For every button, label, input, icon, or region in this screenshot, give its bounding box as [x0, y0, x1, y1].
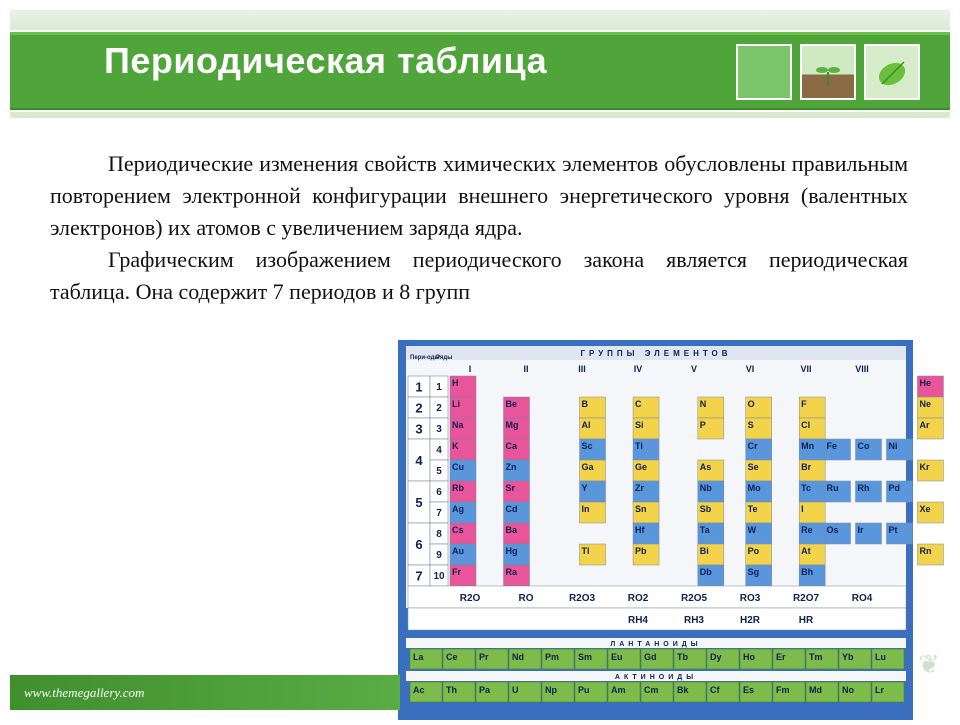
element-symbol-Au: Au: [452, 546, 464, 556]
paragraph-1: Периодические изменения свойств химических элементов обусловлены правильным повторением электронной конфигурации внешнего энергетического уровня (валентных электронов) их атомов с увеличением заряда ядра.: [50, 151, 908, 240]
lanthanide-symbol-Tb: Tb: [677, 652, 688, 662]
element-symbol-Ge: Ge: [635, 462, 648, 472]
element-symbol-Na: Na: [452, 420, 464, 430]
actinide-symbol-Cf: Cf: [710, 685, 720, 695]
lanthanide-symbol-Er: Er: [776, 652, 786, 662]
row-number-9: 9: [436, 550, 442, 561]
element-symbol-Mg: Mg: [505, 420, 519, 430]
actinide-symbol-Bk: Bk: [677, 685, 689, 695]
group-header-7: VII: [800, 364, 812, 374]
lanthanide-symbol-Lu: Lu: [875, 652, 886, 662]
element-symbol-Ga: Ga: [581, 462, 594, 472]
element-symbol-Tl: Tl: [581, 546, 590, 556]
element-symbol-Fr: Fr: [452, 567, 461, 577]
element-symbol-Sg: Sg: [747, 567, 760, 577]
header-underline: [10, 112, 950, 118]
element-symbol-Pt: Pt: [888, 525, 898, 535]
lanthanide-symbol-Ho: Ho: [743, 652, 755, 662]
element-symbol-Cs: Cs: [452, 525, 464, 535]
element-symbol-Sn: Sn: [635, 504, 647, 514]
row-number-10: 10: [433, 571, 445, 582]
header-thumbnail-leaf-image: [864, 44, 920, 100]
element-symbol-Nb: Nb: [699, 483, 712, 493]
period-number-4: 4: [415, 453, 423, 468]
element-symbol-Po: Po: [747, 546, 760, 556]
element-symbol-Rh: Rh: [857, 483, 870, 493]
decorative-plant-icon: ❦: [918, 650, 940, 679]
row-number-7: 7: [436, 508, 442, 519]
element-symbol-F: F: [801, 399, 807, 409]
element-symbol-Ar: Ar: [919, 420, 930, 430]
oxides-row: [408, 586, 906, 608]
element-symbol-Sb: Sb: [699, 504, 712, 514]
row-number-5: 5: [436, 466, 442, 477]
element-symbol-Hg: Hg: [505, 546, 518, 556]
element-symbol-Kr: Kr: [919, 462, 930, 472]
element-symbol-As: As: [699, 462, 712, 472]
period-number-7: 7: [415, 568, 423, 584]
row-number-3: 3: [436, 424, 442, 435]
element-symbol-Hf: Hf: [635, 525, 645, 535]
element-symbol-Sc: Sc: [581, 441, 593, 451]
group-header-4: IV: [633, 364, 643, 374]
element-symbol-Cu: Cu: [452, 462, 464, 472]
period-number-2: 2: [415, 400, 423, 416]
actinide-symbol-Pu: Pu: [578, 685, 590, 695]
actinide-symbol-Am: Am: [611, 685, 626, 695]
element-symbol-Y: Y: [581, 483, 588, 493]
period-column-header: Пери-оды: [410, 355, 440, 361]
element-symbol-Bi: Bi: [699, 546, 709, 556]
footer-website: www.themegallery.com: [24, 685, 145, 700]
element-symbol-Ra: Ra: [505, 567, 518, 577]
actinide-symbol-Md: Md: [809, 685, 822, 695]
oxide-formula-6: RO3: [739, 593, 761, 604]
groups-header-label: ГРУППЫ ЭЛЕМЕНТОВ: [580, 349, 732, 358]
element-symbol-Li: Li: [452, 399, 460, 409]
row-number-6: 6: [436, 487, 442, 498]
group-header-5: V: [690, 364, 698, 374]
element-symbol-At: At: [801, 546, 811, 556]
header-thumbnail-sprout-image: [800, 44, 856, 100]
element-symbol-Fe: Fe: [826, 441, 838, 451]
element-symbol-Sr: Sr: [505, 483, 516, 493]
lanthanide-symbol-Yb: Yb: [842, 652, 854, 662]
element-symbol-Ir: Ir: [857, 525, 864, 535]
element-symbol-Os: Os: [826, 525, 839, 535]
row-number-4: 4: [436, 445, 442, 456]
element-symbol-Pb: Pb: [635, 546, 647, 556]
hydride-formula-3: H2R: [739, 615, 761, 626]
element-symbol-Ne: Ne: [919, 399, 931, 409]
element-symbol-Tc: Tc: [801, 483, 812, 493]
lanthanide-symbol-Gd: Gd: [644, 652, 657, 662]
actinide-symbol-Ac: Ac: [413, 685, 425, 695]
element-symbol-Si: Si: [635, 420, 644, 430]
actinides-label: АКТИНОИДЫ: [614, 674, 698, 681]
paragraph-2: Графическим изображением периодического закона является периодическая таблица. Она содержит 7 периодов и 8 групп: [50, 247, 908, 304]
element-symbol-Ba: Ba: [505, 525, 518, 535]
lanthanide-symbol-Eu: Eu: [611, 652, 623, 662]
row-number-2: 2: [436, 403, 442, 414]
element-symbol-Ca: Ca: [505, 441, 518, 451]
actinide-symbol-Cm: Cm: [644, 685, 659, 695]
actinide-symbol-Fm: Fm: [776, 685, 790, 695]
group-header-2: II: [523, 364, 529, 374]
element-symbol-H: H: [452, 378, 459, 388]
oxide-formula-4: RO2: [627, 593, 649, 604]
lanthanide-symbol-Ce: Ce: [446, 652, 458, 662]
actinide-symbol-Th: Th: [446, 685, 457, 695]
leaf-icon: [866, 46, 918, 98]
element-symbol-W: W: [747, 525, 757, 535]
group-header-6: VI: [745, 364, 755, 374]
element-symbol-Ti: Ti: [635, 441, 643, 451]
hydride-formula-2: RH3: [683, 615, 705, 626]
sprout-icon: [802, 46, 854, 98]
period-number-1: 1: [415, 379, 423, 395]
element-symbol-C: C: [635, 399, 642, 409]
header-top-strip: [10, 10, 950, 30]
row-number-1: 1: [436, 382, 442, 393]
lanthanide-symbol-Sm: Sm: [578, 652, 593, 662]
oxide-formula-1: R2O: [459, 593, 481, 604]
oxide-formula-7: R2O7: [792, 593, 820, 604]
element-symbol-B: B: [581, 399, 589, 409]
slide-header: [0, 0, 960, 120]
element-symbol-Zn: Zn: [505, 462, 517, 472]
oxide-formula-5: R2O5: [680, 593, 708, 604]
oxide-formula-3: R2O3: [568, 593, 596, 604]
element-symbol-In: In: [581, 504, 590, 514]
lanthanide-symbol-Pr: Pr: [479, 652, 489, 662]
element-symbol-Mo: Mo: [747, 483, 761, 493]
element-symbol-Ta: Ta: [699, 525, 710, 535]
element-symbol-P: P: [699, 420, 706, 430]
element-symbol-Cl: Cl: [801, 420, 811, 430]
element-symbol-Rb: Rb: [452, 483, 464, 493]
element-symbol-Ru: Ru: [826, 483, 839, 493]
oxide-formula-8: RO4: [851, 593, 873, 604]
period-number-5: 5: [415, 495, 423, 510]
element-symbol-O: O: [747, 399, 755, 409]
element-symbol-S: S: [747, 420, 754, 430]
element-symbol-Br: Br: [801, 462, 812, 472]
header-thumbnail-blank: [736, 44, 792, 100]
periodic-table-image: [398, 340, 932, 720]
element-symbol-Zr: Zr: [635, 483, 645, 493]
lanthanides-label: ЛАНТАНОИДЫ: [610, 641, 702, 648]
element-symbol-Be: Be: [505, 399, 518, 409]
group-header-1: I: [468, 364, 472, 374]
element-symbol-I: I: [801, 504, 804, 514]
period-number-6: 6: [415, 537, 423, 552]
slide-title: Периодическая таблица: [104, 40, 548, 81]
actinide-symbol-Es: Es: [743, 685, 755, 695]
group-header-3: III: [578, 364, 586, 374]
periodic-table-graphic: [398, 340, 932, 720]
element-symbol-Mn: Mn: [801, 441, 815, 451]
hydrides-row: [408, 608, 906, 630]
actinide-symbol-Pa: Pa: [479, 685, 491, 695]
lanthanide-symbol-Tm: Tm: [809, 652, 823, 662]
element-symbol-Cd: Cd: [505, 504, 518, 514]
element-symbol-K: K: [452, 441, 459, 451]
slide-body: [50, 148, 908, 308]
group-header-8: VIII: [855, 364, 869, 374]
lanthanide-symbol-Nd: Nd: [512, 652, 524, 662]
lanthanide-symbol-Pm: Pm: [545, 652, 560, 662]
element-symbol-Se: Se: [747, 462, 759, 472]
oxide-formula-2: RO: [518, 593, 534, 604]
rows-column-header: Ряды: [436, 355, 453, 361]
actinide-symbol-No: No: [842, 685, 854, 695]
element-symbol-He: He: [919, 378, 931, 388]
actinide-symbol-Lr: Lr: [875, 685, 884, 695]
element-symbol-Db: Db: [699, 567, 712, 577]
row-number-8: 8: [436, 529, 442, 540]
element-symbol-Rn: Rn: [919, 546, 932, 556]
element-symbol-Te: Te: [747, 504, 758, 514]
element-symbol-Ni: Ni: [888, 441, 898, 451]
element-symbol-Re: Re: [801, 525, 813, 535]
period-number-3: 3: [415, 421, 423, 437]
element-symbol-Al: Al: [581, 420, 591, 430]
element-symbol-Xe: Xe: [919, 504, 931, 514]
actinide-symbol-Np: Np: [545, 685, 557, 695]
hydride-formula-4: HR: [798, 615, 814, 626]
element-symbol-Cr: Cr: [747, 441, 758, 451]
element-symbol-Pd: Pd: [888, 483, 900, 493]
element-symbol-Co: Co: [857, 441, 870, 451]
lanthanide-symbol-La: La: [413, 652, 424, 662]
element-symbol-Ag: Ag: [452, 504, 464, 514]
element-symbol-N: N: [699, 399, 707, 409]
lanthanide-symbol-Dy: Dy: [710, 652, 722, 662]
element-symbol-Bh: Bh: [801, 567, 814, 577]
hydride-formula-1: RH4: [627, 615, 649, 626]
actinide-symbol-U: U: [512, 685, 519, 695]
